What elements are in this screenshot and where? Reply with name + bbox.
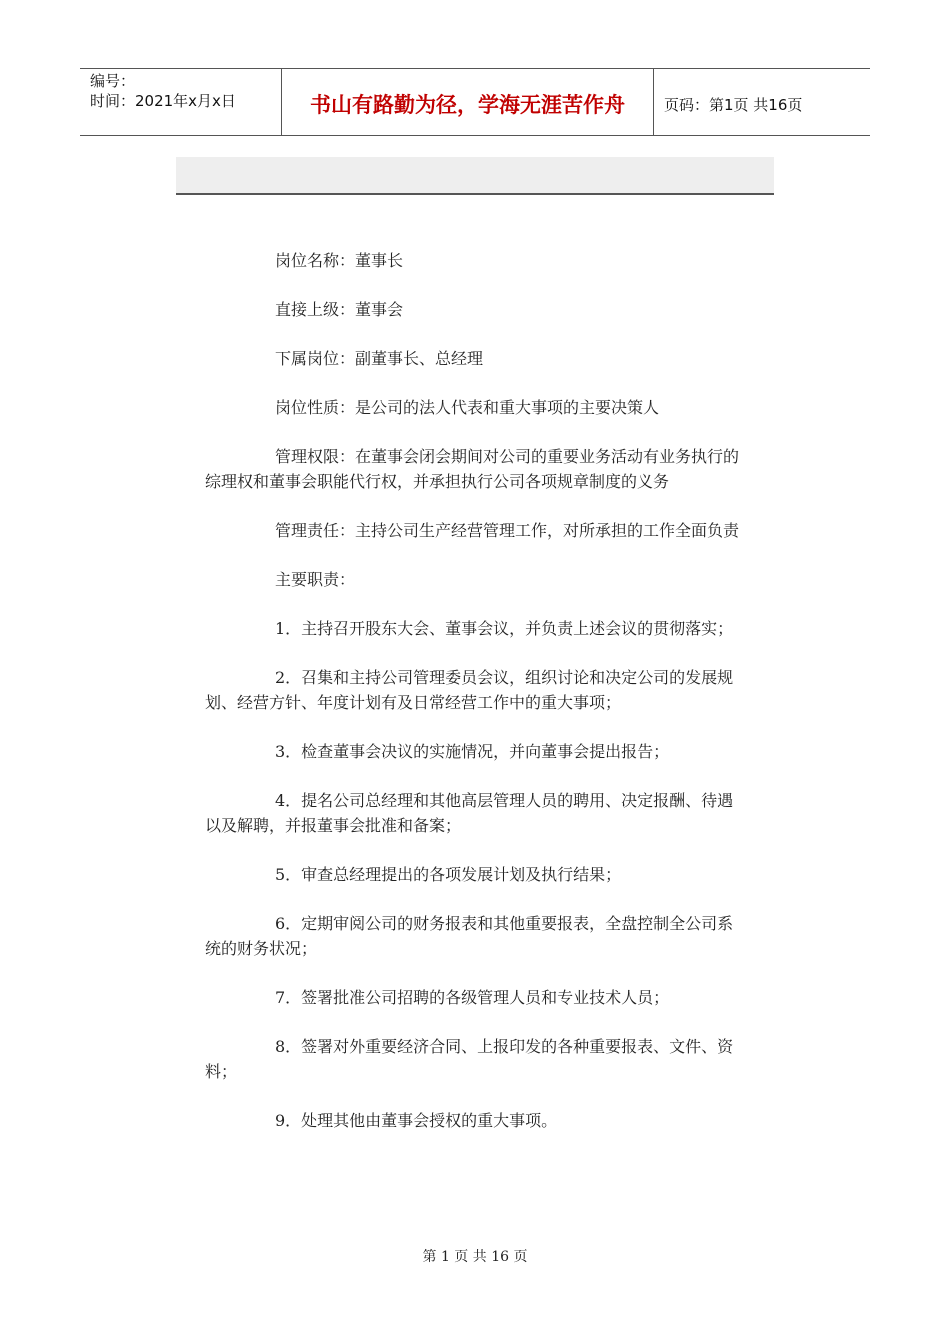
duty-item-8: 8．签署对外重要经济合同、上报印发的各种重要报表、文件、资料； [205,1037,734,1081]
duty-item-1: 1．主持召开股东大会、董事会议，并负责上述会议的贯彻落实； [275,619,734,638]
header-page-info: 页码：第1页 共16页 [664,96,803,114]
document-date: 时间：2021年x月x日 [90,92,236,110]
duty-item-6: 6．定期审阅公司的财务报表和其他重要报表，全盘控制全公司系统的财务状况； [205,914,734,958]
duty-item-2: 2．召集和主持公司管理委员会议，组织讨论和决定公司的发展规划、经营方针、年度计划有及日常经营工作中的重大事项； [205,668,734,712]
paragraph-direct-superior: 直接上级：董事会 [275,300,404,319]
document-number-label: 编号： [90,72,136,90]
header-motto-cell [282,69,654,135]
paragraph-authority: 管理权限：在董事会闭会期间对公司的重要业务活动有业务执行的综理权和董事会职能代行权，并承担执行公司各项规章制度的义务 [205,447,740,491]
document-body [205,248,745,1157]
title-band [176,157,774,195]
duty-item-9: 9．处理其他由董事会授权的重大事项。 [275,1111,558,1130]
paragraph-position-name: 岗位名称：董事长 [275,251,404,270]
paragraph-main-duties-heading: 主要职责： [275,570,356,589]
duty-item-4: 4．提名公司总经理和其他高层管理人员的聘用、决定报酬、待遇以及解聘，并报董事会批准和备案； [205,791,734,835]
page-footer: 第 1 页 共 16 页 [422,1249,528,1265]
header-page-cell [654,69,870,135]
duty-item-3: 3．检查董事会决议的实施情况，并向董事会提出报告； [275,742,670,761]
paragraph-responsibility: 管理责任：主持公司生产经营管理工作，对所承担的工作全面负责 [275,521,740,540]
header-motto: 书山有路勤为径，学海无涯苦作舟 [310,93,625,117]
paragraph-subordinates: 下属岗位：副董事长、总经理 [275,349,484,368]
document-header [80,68,870,136]
header-meta-cell [80,69,282,135]
duty-item-5: 5．审查总经理提出的各项发展计划及执行结果； [275,865,622,884]
duty-item-7: 7．签署批准公司招聘的各级管理人员和专业技术人员； [275,988,670,1007]
paragraph-position-nature: 岗位性质：是公司的法人代表和重大事项的主要决策人 [275,398,660,417]
